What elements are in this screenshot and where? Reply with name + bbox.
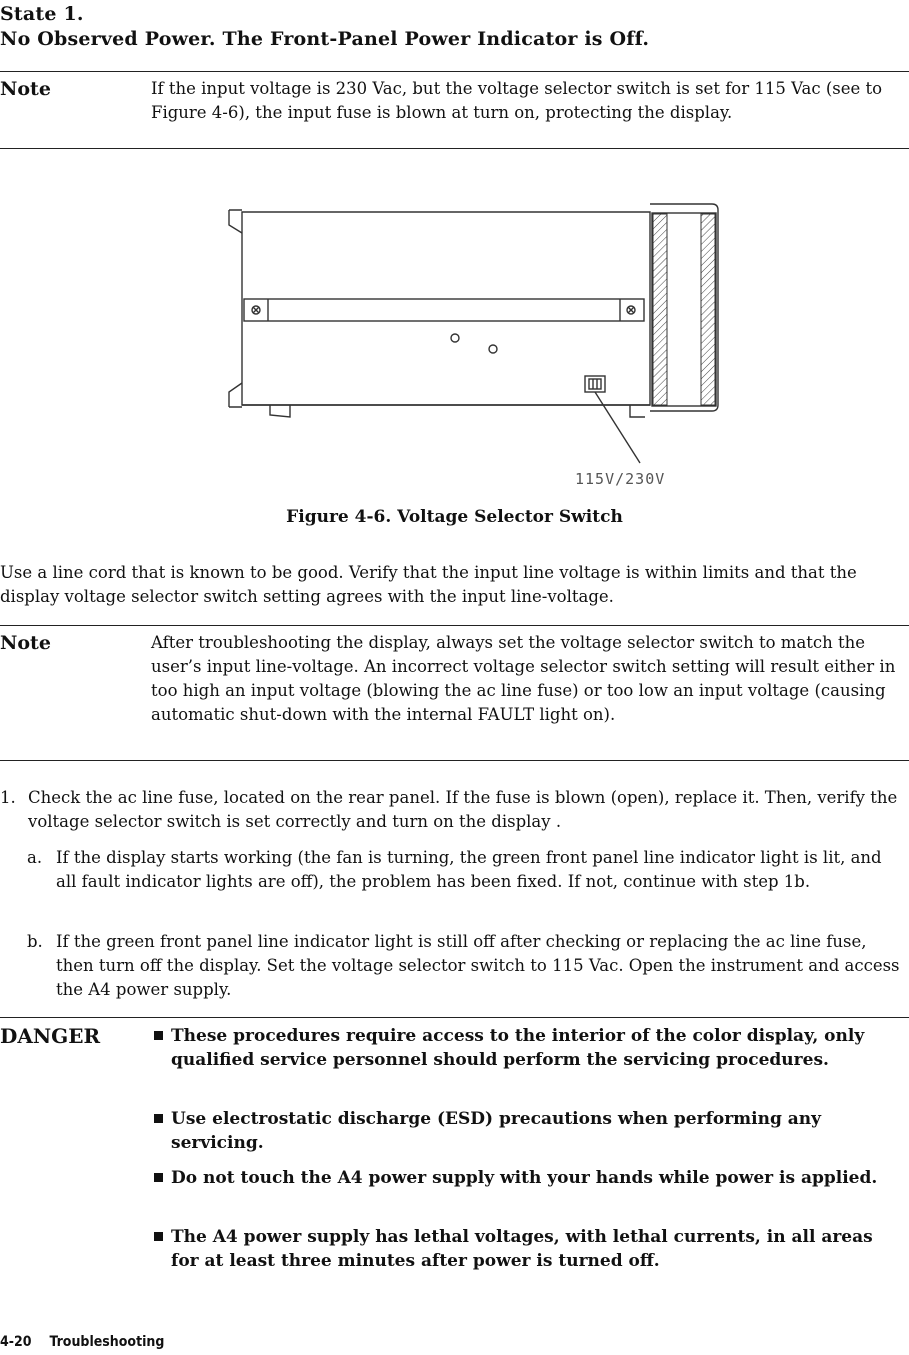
page-footer	[0, 1334, 182, 1350]
note2-top-rule	[0, 625, 909, 626]
line-cord-paragraph: Use a line cord that is known to be good. Verify that the input line voltage is within limits and that the display voltage selector switch setting agrees with the input line-voltage.	[0, 563, 857, 606]
danger-item	[154, 1107, 884, 1155]
danger-item	[154, 1225, 884, 1273]
figure-caption: Figure 4-6. Voltage Selector Switch	[286, 507, 623, 527]
hole-2	[489, 345, 497, 353]
fan-hatch-left	[653, 214, 667, 405]
foot-right	[630, 405, 645, 417]
bullet-icon	[154, 1232, 163, 1241]
note2-bottom-rule	[0, 760, 909, 761]
step-1-number: 1.	[0, 788, 16, 807]
step-1a	[27, 846, 903, 894]
note-label: Note	[0, 78, 51, 100]
note2-text: After troubleshooting the display, always set the voltage selector switch to match the user’s input line-voltage. An incorrect voltage selector switch setting will result either in too high an input voltage (blowing the ac line fuse) or too low an input voltage (causing automatic shut-down with the internal FAULT light on).	[151, 633, 896, 724]
fan-hatch-right	[701, 214, 715, 405]
section-name: Troubleshooting	[49, 1334, 165, 1350]
danger-item-text: Do not touch the A4 power supply with your hands while power is applied.	[171, 1168, 878, 1188]
danger-item	[154, 1166, 884, 1190]
step-1	[0, 786, 905, 834]
hole-1	[451, 334, 459, 342]
state-heading: State 1.	[0, 3, 84, 25]
step-1b	[27, 930, 903, 1002]
danger-item-text: These procedures require access to the interior of the color display, only qualified service personnel should perform the servicing procedures.	[171, 1026, 865, 1070]
switch-pointer	[595, 392, 640, 463]
danger-item-text: The A4 power supply has lethal voltages, with lethal currents, in all areas for at least three minutes after power is turned off.	[171, 1227, 873, 1271]
bullet-icon	[154, 1114, 163, 1123]
left-handle-bottom	[229, 383, 242, 407]
step-1a-text: If the display starts working (the fan is turning, the green front panel line indicator light is lit, and all fault indicator lights are off), the problem has been fixed. If not, continue with step 1b.	[56, 848, 882, 891]
step-1a-number: a.	[27, 848, 43, 867]
danger-label: DANGER	[0, 1024, 101, 1048]
state-title: No Observed Power. The Front-Panel Power Indicator is Off.	[0, 28, 650, 50]
note-top-rule	[0, 71, 909, 72]
note2-label: Note	[0, 632, 51, 654]
page-number: 4-20	[0, 1334, 32, 1350]
switch-label: 115V/230V	[575, 470, 666, 488]
bullet-icon	[154, 1173, 163, 1182]
danger-item	[154, 1024, 884, 1072]
step-1b-text: If the green front panel line indicator light is still off after checking or replacing the ac line fuse, then turn off the display. Set the voltage selector switch to 115 Vac. Open the instrument and access the A4 power supply.	[56, 932, 900, 999]
step-1-text: Check the ac line fuse, located on the rear panel. If the fuse is blown (open), replace it. Then, verify the voltage selector switch is set correctly and turn on the display .	[28, 788, 898, 831]
foot-left	[270, 405, 290, 417]
step-1b-number: b.	[27, 932, 43, 951]
note-text: If the input voltage is 230 Vac, but the voltage selector switch is set for 115 Vac (see to Figure 4-6), the input fuse is blown at turn on, protecting the display.	[151, 79, 883, 122]
rail-bar	[244, 299, 644, 321]
danger-item-text: Use electrostatic discharge (ESD) precautions when performing any servicing.	[171, 1109, 822, 1153]
note-bottom-rule	[0, 148, 909, 149]
danger-top-rule	[0, 1017, 909, 1018]
rear-panel-figure	[220, 195, 740, 495]
bullet-icon	[154, 1031, 163, 1040]
left-handle-top	[229, 210, 242, 233]
